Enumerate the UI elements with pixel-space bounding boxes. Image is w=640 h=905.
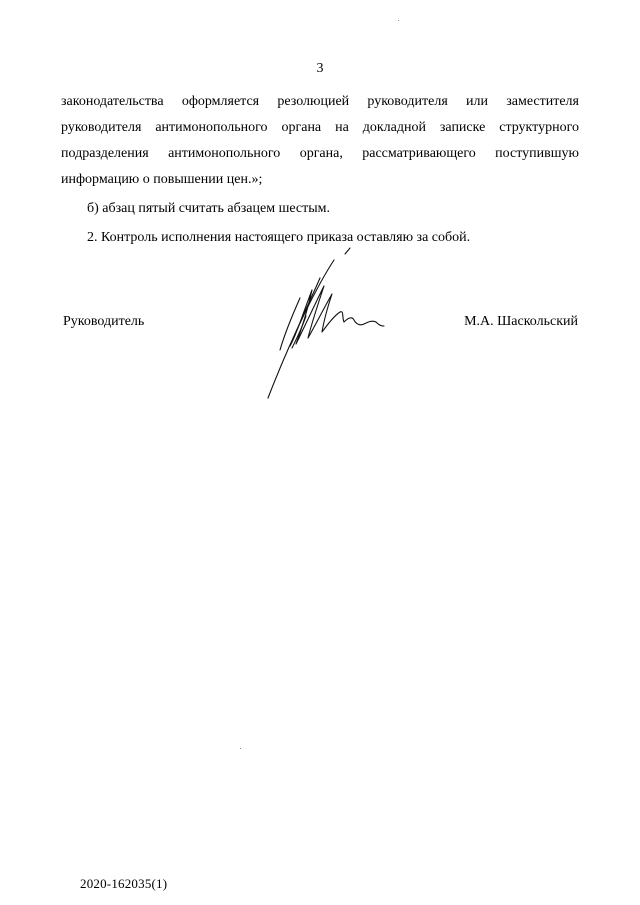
paragraph-item-2: 2. Контроль исполнения настоящего приказа оставляю за собой.: [87, 230, 471, 245]
paragraph-item-b: б) абзац пятый считать абзацем шестым.: [87, 201, 331, 216]
signer-name: М.А. Шаскольский: [464, 314, 578, 329]
signer-title: Руководитель: [63, 314, 145, 329]
document-body: [61, 89, 579, 251]
page-number: 3: [316, 61, 324, 76]
document-number: 2020-162035(1): [80, 876, 168, 891]
scan-speck: [240, 748, 241, 749]
paragraph-continuation: законодательства оформляется резолюцией руководителя или заместителя руководителя антимонопольного органа на докладной записке структурного подразделения антимонопольного органа, рассматривающего поступившую информацию о повышении цен.»;: [61, 94, 579, 187]
scan-speck: [398, 20, 399, 21]
handwritten-signature: [262, 246, 390, 406]
